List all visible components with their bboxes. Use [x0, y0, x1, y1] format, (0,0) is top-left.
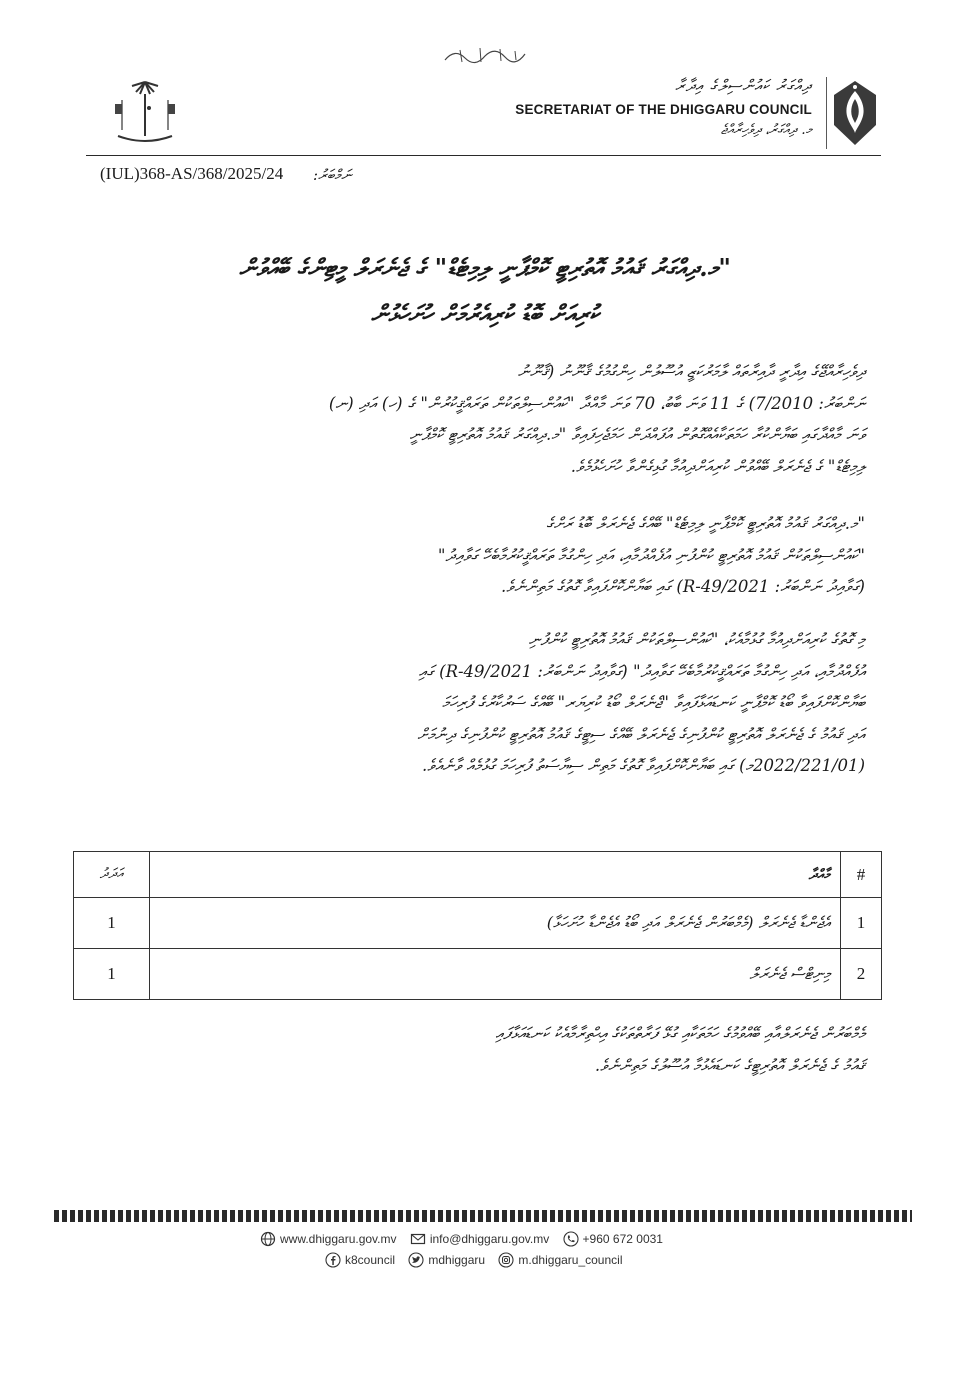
paragraph-2 — [100, 508, 865, 603]
row-item: އެޖެންޑާ ޖެނެރަލް (މެމްބަރުން ޖެނެރަލް އަދި ބޯޑު އެޖެންޑާ ހުށަހަޅާ) — [150, 898, 841, 949]
globe-icon — [260, 1231, 276, 1247]
header-item: މާއްދާ — [150, 852, 841, 898]
twitter-icon — [408, 1252, 424, 1268]
facebook-icon — [325, 1252, 341, 1268]
national-emblem-icon — [112, 74, 178, 150]
paragraph-line: "ކައުންސިލްތަކުން ޤައުމު އޮތުރިޓީ ކުންފުނި އުފެއްދުމާއި، އަދި ހިންގުމާ ތަރައްޤީކުރުމާބެހޭ ގަވާއިދު" — [437, 545, 865, 565]
email-text: info@dhiggaru.gov.mv — [429, 1232, 550, 1246]
items-table — [73, 851, 882, 1000]
reference-label: ނަމްބަރު: — [313, 166, 352, 184]
bismillah-calligraphy — [440, 40, 530, 68]
paragraph-line: ދިވެހިރާއްޖޭގެ އިދާރީ ދާއިރާތައް ލާމަރުކަޒީ އުސޫލުން ހިންގުމުގެ ޤާނޫނު (ޤާނޫނު — [517, 362, 865, 381]
phone-text: +960 672 0031 — [582, 1232, 663, 1246]
email-link[interactable] — [410, 1231, 549, 1247]
document-title — [120, 245, 850, 337]
row-quantity: 1 — [74, 949, 150, 1000]
website-text: www.dhiggaru.gov.mv — [280, 1232, 397, 1246]
paragraph-line: އަދި ޤައުމު ގެ ޖެނެރަލް އޮތުރިޓީ ކުންފުނިގެ ޖެނެރަލް ބޭއްގެ ސިޓީގެ ޤައުމު އޮތުރިޓީ ކުންފުނިގެ ދިނުމަށް — [417, 724, 865, 744]
org-name-english: SECRETARIAT OF THE DHIGGARU COUNCIL — [515, 102, 812, 117]
paragraph-line: މި ގޮތުގެ ކުރިއަށްދިއުމާ ގުޅުމާއެކު، "ކައުންސިލްތަކުން ޤައުމު އޮތުރިޓީ ކުންފުނި — [528, 630, 865, 649]
row-quantity: 1 — [74, 898, 150, 949]
header-quantity: އަދަދު — [74, 852, 150, 898]
title-line-2: ކުރިއަށް ބޮޑު ކުރިއެރުމަށް ހުށަހެޅުން — [370, 299, 600, 328]
paragraph-line: (ގަވާއިދު ނަންބަރު: R-49/2021) ގައި ބަޔާންކޮށްފައިވާ ގޮތުގެ މަތިންނެވެ. — [501, 577, 865, 596]
twitter-text: mdhiggaru — [428, 1253, 486, 1267]
title-line-1: "މ.ދިއްގަރު ޤައުމު އޮތުރިޓީ ކޮމްޕާނީ ލިމިޓެޑް" ގެ ޖެނެރަލް މީޓިންގެ ބޭއްވުން — [239, 253, 731, 282]
paragraph-3 — [100, 624, 865, 782]
paragraph-line: ޤައުމު ގެ ޖެނެރަލް އޮތުރިޓީގެ ކަނޑައެޅުމާ އުސޫލުގެ މަތިންނެވެ. — [594, 1056, 865, 1075]
closing-paragraph — [100, 1018, 865, 1082]
org-name-dhivehi: ދިއްގަރު ކައުންސިލްގެ އިދާރާ — [675, 76, 812, 95]
row-item: މިނިޓްސް ޖެނެރަލް — [150, 949, 841, 1000]
table-row — [74, 898, 882, 949]
table-header-row — [74, 852, 882, 898]
facebook-text: k8council — [345, 1253, 396, 1267]
paragraph-line: މެމްބަރުން ޖެނެރަލްއާއި ބޭއްވުމުގެ ހަމަތަކާއި ގުޅޭ ފަރާތްތަކުގެ އިޙްތިރާމާއެކު ކަނޑައަޅާފައި — [495, 1024, 865, 1043]
envelope-icon — [410, 1231, 426, 1247]
org-address-dhivehi: މ. ދިއްގަރު، ދިވެހިރާއްޖެ — [720, 122, 812, 138]
footer-divider-bar — [54, 1210, 912, 1222]
paragraph-line: އުފެއްދުމާއި، އަދި ހިންގުމާ ތަރައްޤީކުރުމާބެހޭ ގަވާއިދު" (ގަވާއިދު ނަންބަރު: R-49/2021) ގައި — [418, 661, 865, 681]
website-link[interactable] — [260, 1231, 397, 1247]
paragraph-1 — [100, 356, 865, 482]
facebook-link[interactable] — [325, 1252, 395, 1268]
instagram-icon — [498, 1252, 514, 1268]
header-divider — [86, 155, 881, 156]
footer-social — [325, 1252, 655, 1274]
council-logo-icon — [826, 75, 884, 151]
row-number: 1 — [841, 898, 882, 949]
paragraph-line: ލިމިޓެޑް" ގެ ޖެނެރަލް ބޭއްވުން ކުރިއަށްދިއުމާ ގުޅިގެންވާ ހުށަހެޅުމެވެ. — [570, 456, 865, 476]
table-row — [74, 949, 882, 1000]
instagram-text: m.dhiggaru_council — [518, 1253, 623, 1267]
paragraph-line: ވަނަ މާއްދާގައި ބަޔާންކުރާ ހަމަތަކާއެއްގޮތުން އުފައްދަން ހަމަޖެހިފައިވާ "މ.ދިއްގަރު ޤައުމު އޮތުރިޓީ ކޮމްޕާނީ — [409, 425, 865, 444]
reference-number: (IUL)368-AS/368/2025/24 — [100, 164, 284, 183]
phone-link[interactable] — [563, 1231, 663, 1247]
paragraph-line: ނަންބަރު: 7/2010) ގެ 11 ވަނަ ބާބު، 70 ވަނަ މާއްދާ "ކައުންސިލްތަކުން ތަރައްޤީކުރުން" ގެ (ހ) އަދި (ނ) — [328, 393, 865, 413]
paragraph-line: "މ.ދިއްގަރު ޤައުމު އޮތުރިޓީ ކޮމްޕާނީ ލިމިޓެޑް" ބޭއްގެ ޖެނެރަލް ބޮޑު ރަށްގެ — [546, 514, 865, 533]
twitter-link[interactable] — [408, 1252, 485, 1268]
reference-row — [100, 164, 880, 186]
header-number: # — [841, 852, 882, 898]
row-number: 2 — [841, 949, 882, 1000]
paragraph-line: (2022/221/01މ) ގައި ބަޔާންކޮށްފައިވާ ގޮތުގެ މަތިން ސިޔާސަތު ފުރިހަމަ ގުޅުމެއް ވާނެއެވެ. — [422, 756, 865, 775]
phone-icon — [563, 1231, 579, 1247]
paragraph-line: ބަޔާންކޮށްފައިވާ ބޯޑު ކޮމްޕާނީ ކަނޑައަޅާފައިވާ "ޖެނެރަލް ބޯޑު ކުރިޔަރ" ބޭއްގެ ސަރުކާރުގެ ފުރިހަމަ — [441, 693, 865, 712]
footer-contacts — [260, 1231, 720, 1253]
instagram-link[interactable] — [498, 1252, 622, 1268]
